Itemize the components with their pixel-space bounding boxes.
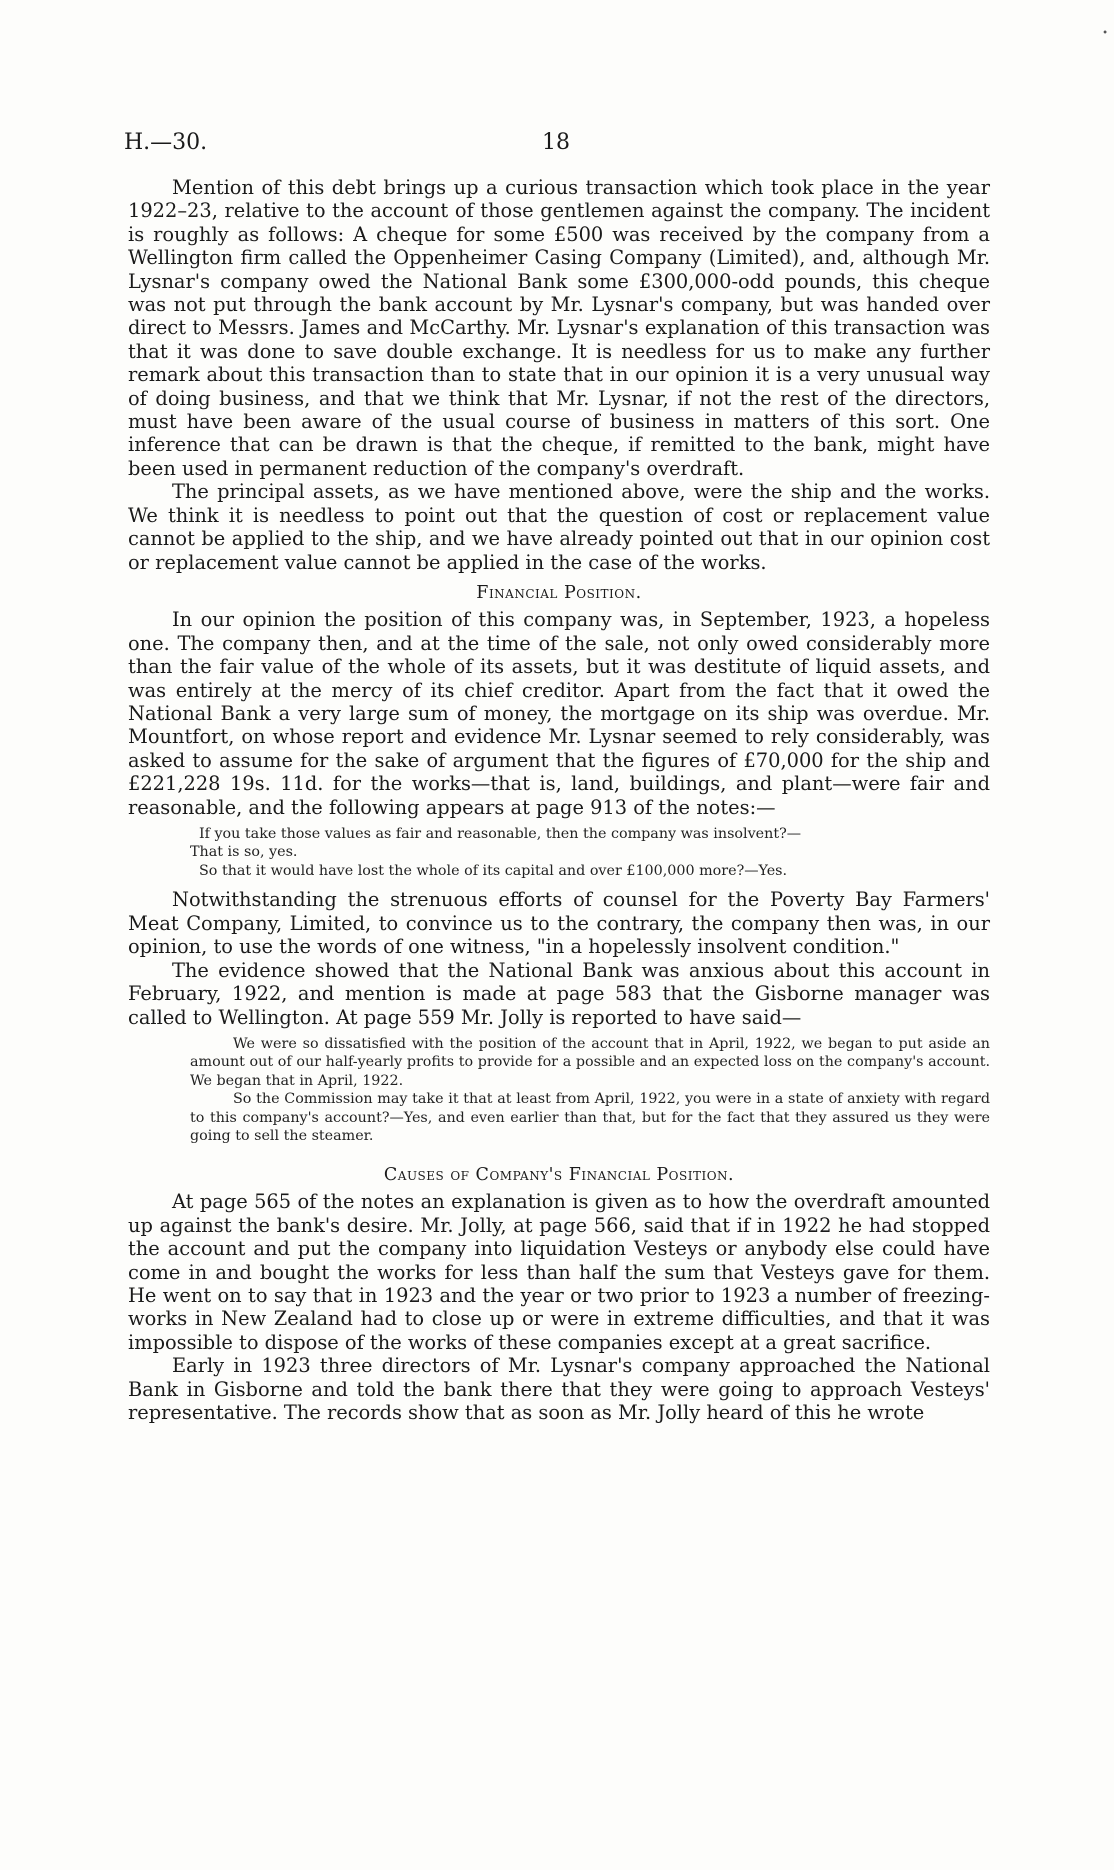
- paragraph-overdraft-explanation: At page 565 of the notes an explanation is given as to how the overdraft amounted up against the bank's desire. Mr. Jolly, at page 566, said that if in 1922 he had stopped the account and put the company into liquidation Vesteys or anybody else could have come in and bought the works for less than half the sum that Vesteys gave for them. He went on to say that in 1923 and the year or two prior to 1923 a number of freezing-works in New Zealand had to close up or were in extreme difficulties, and that it was impossible to dispose of the works of these companies except at a great sacrifice.: [128, 1190, 990, 1354]
- paragraph-hopeless-position: In our opinion the position of this company was, in September, 1923, a hopeless one. The company then, and at the time of the sale, not only owed considerably more than the fair value of the whole of its assets, but it was destitute of liquid assets, and was entirely at the mercy of its chief creditor. Apart from the fact that it owed the National Bank a very large sum of money, the mortgage on its ship was overdue. Mr. Mountfort, on whose report and evidence Mr. Lysnar seemed to rely considerably, was asked to assume for the sake of argument that the figures of £70,000 for the ship and £221,228 19s. 11d. for the works—that is, land, buildings, and plant—were fair and reasonable, and the following appears at page 913 of the notes:—: [128, 608, 990, 819]
- section-heading-causes: Causes of Company's Financial Position.: [383, 1164, 735, 1185]
- report-reference: H.—30.: [124, 130, 208, 155]
- quote-line: So that it would have lost the whole of its capital and over £100,000 more?—Yes.: [199, 862, 788, 879]
- paragraph-bank-anxious: The evidence showed that the National Bank was anxious about this account in February, 1922, and mention is made at page 583 that the Gisborne manager was called to Wellington. At page 559 Mr. Jolly is reported to have said—: [128, 958, 990, 1029]
- document-body: [128, 176, 990, 1424]
- paragraph-cheque-transaction: Mention of this debt brings up a curious transaction which took place in the year 1922–23, relative to the account of those gentlemen against the company. The incident is roughly as follows: A cheque for some £500 was received by the company from a Wellington firm called the Oppenheimer Casing Company (Limited), and, although Mr. Lysnar's company owed the National Bank some £300,000-odd pounds, this cheque was not put through the bank account by Mr. Lysnar's company, but was handed over direct to Messrs. James and McCarthy. Mr. Lysnar's explanation of this transaction was that it was done to save double exchange. It is needless for us to make any further remark about this transaction than to state that in our opinion it is a very unusual way of doing business, and that we think that Mr. Lysnar, if not the rest of the directors, must have been aware of the usual course of business in matters of this sort. One inference that can be drawn is that the cheque, if remitted to the bank, might have been used in permanent reduction of the company's overdraft.: [128, 176, 990, 480]
- quote-line: If you take those values as fair and reasonable, then the company was insolvent?—: [199, 825, 802, 842]
- section-heading-financial-position: Financial Position.: [476, 582, 642, 603]
- quote-line-continuation: That is so, yes.: [190, 844, 298, 861]
- paragraph-directors-approach: Early in 1923 three directors of Mr. Lysnar's company approached the National Bank in Gisborne and told the bank there that they were going to approach Vesteys' representative. The records show that as soon as Mr. Jolly heard of this he wrote: [128, 1354, 990, 1424]
- paragraph-principal-assets: The principal assets, as we have mentioned above, were the ship and the works. We think it is needless to point out that the question of cost or replacement value cannot be applied to the ship, and we have already pointed out that in our opinion cost or replacement value cannot be applied in the case of the works.: [128, 480, 990, 574]
- quote-paragraph: We were so dissatisfied with the position of the account that in April, 1922, we began to put aside an amount out of our half-yearly profits to provide for a possible and an expected loss on the company's account. We began that in April, 1922.: [190, 1035, 990, 1089]
- page-header: [124, 130, 984, 160]
- evidence-quote-jolly: [128, 1035, 990, 1146]
- corner-mark: •: [1102, 28, 1108, 39]
- evidence-quote-mountfort: [128, 825, 990, 881]
- paragraph-insolvent-condition: Notwithstanding the strenuous efforts of counsel for the Poverty Bay Farmers' Meat Company, Limited, to convince us to the contrary, the company then was, in our opinion, to use the words of one witness, "in a hopelessly insolvent condition.": [128, 888, 990, 959]
- quote-paragraph: So the Commission may take it that at least from April, 1922, you were in a state of anxiety with regard to this company's account?—Yes, and even earlier than that, but for the fact that they assured us they were going to sell the steamer.: [190, 1091, 990, 1145]
- page-number: 18: [542, 130, 570, 155]
